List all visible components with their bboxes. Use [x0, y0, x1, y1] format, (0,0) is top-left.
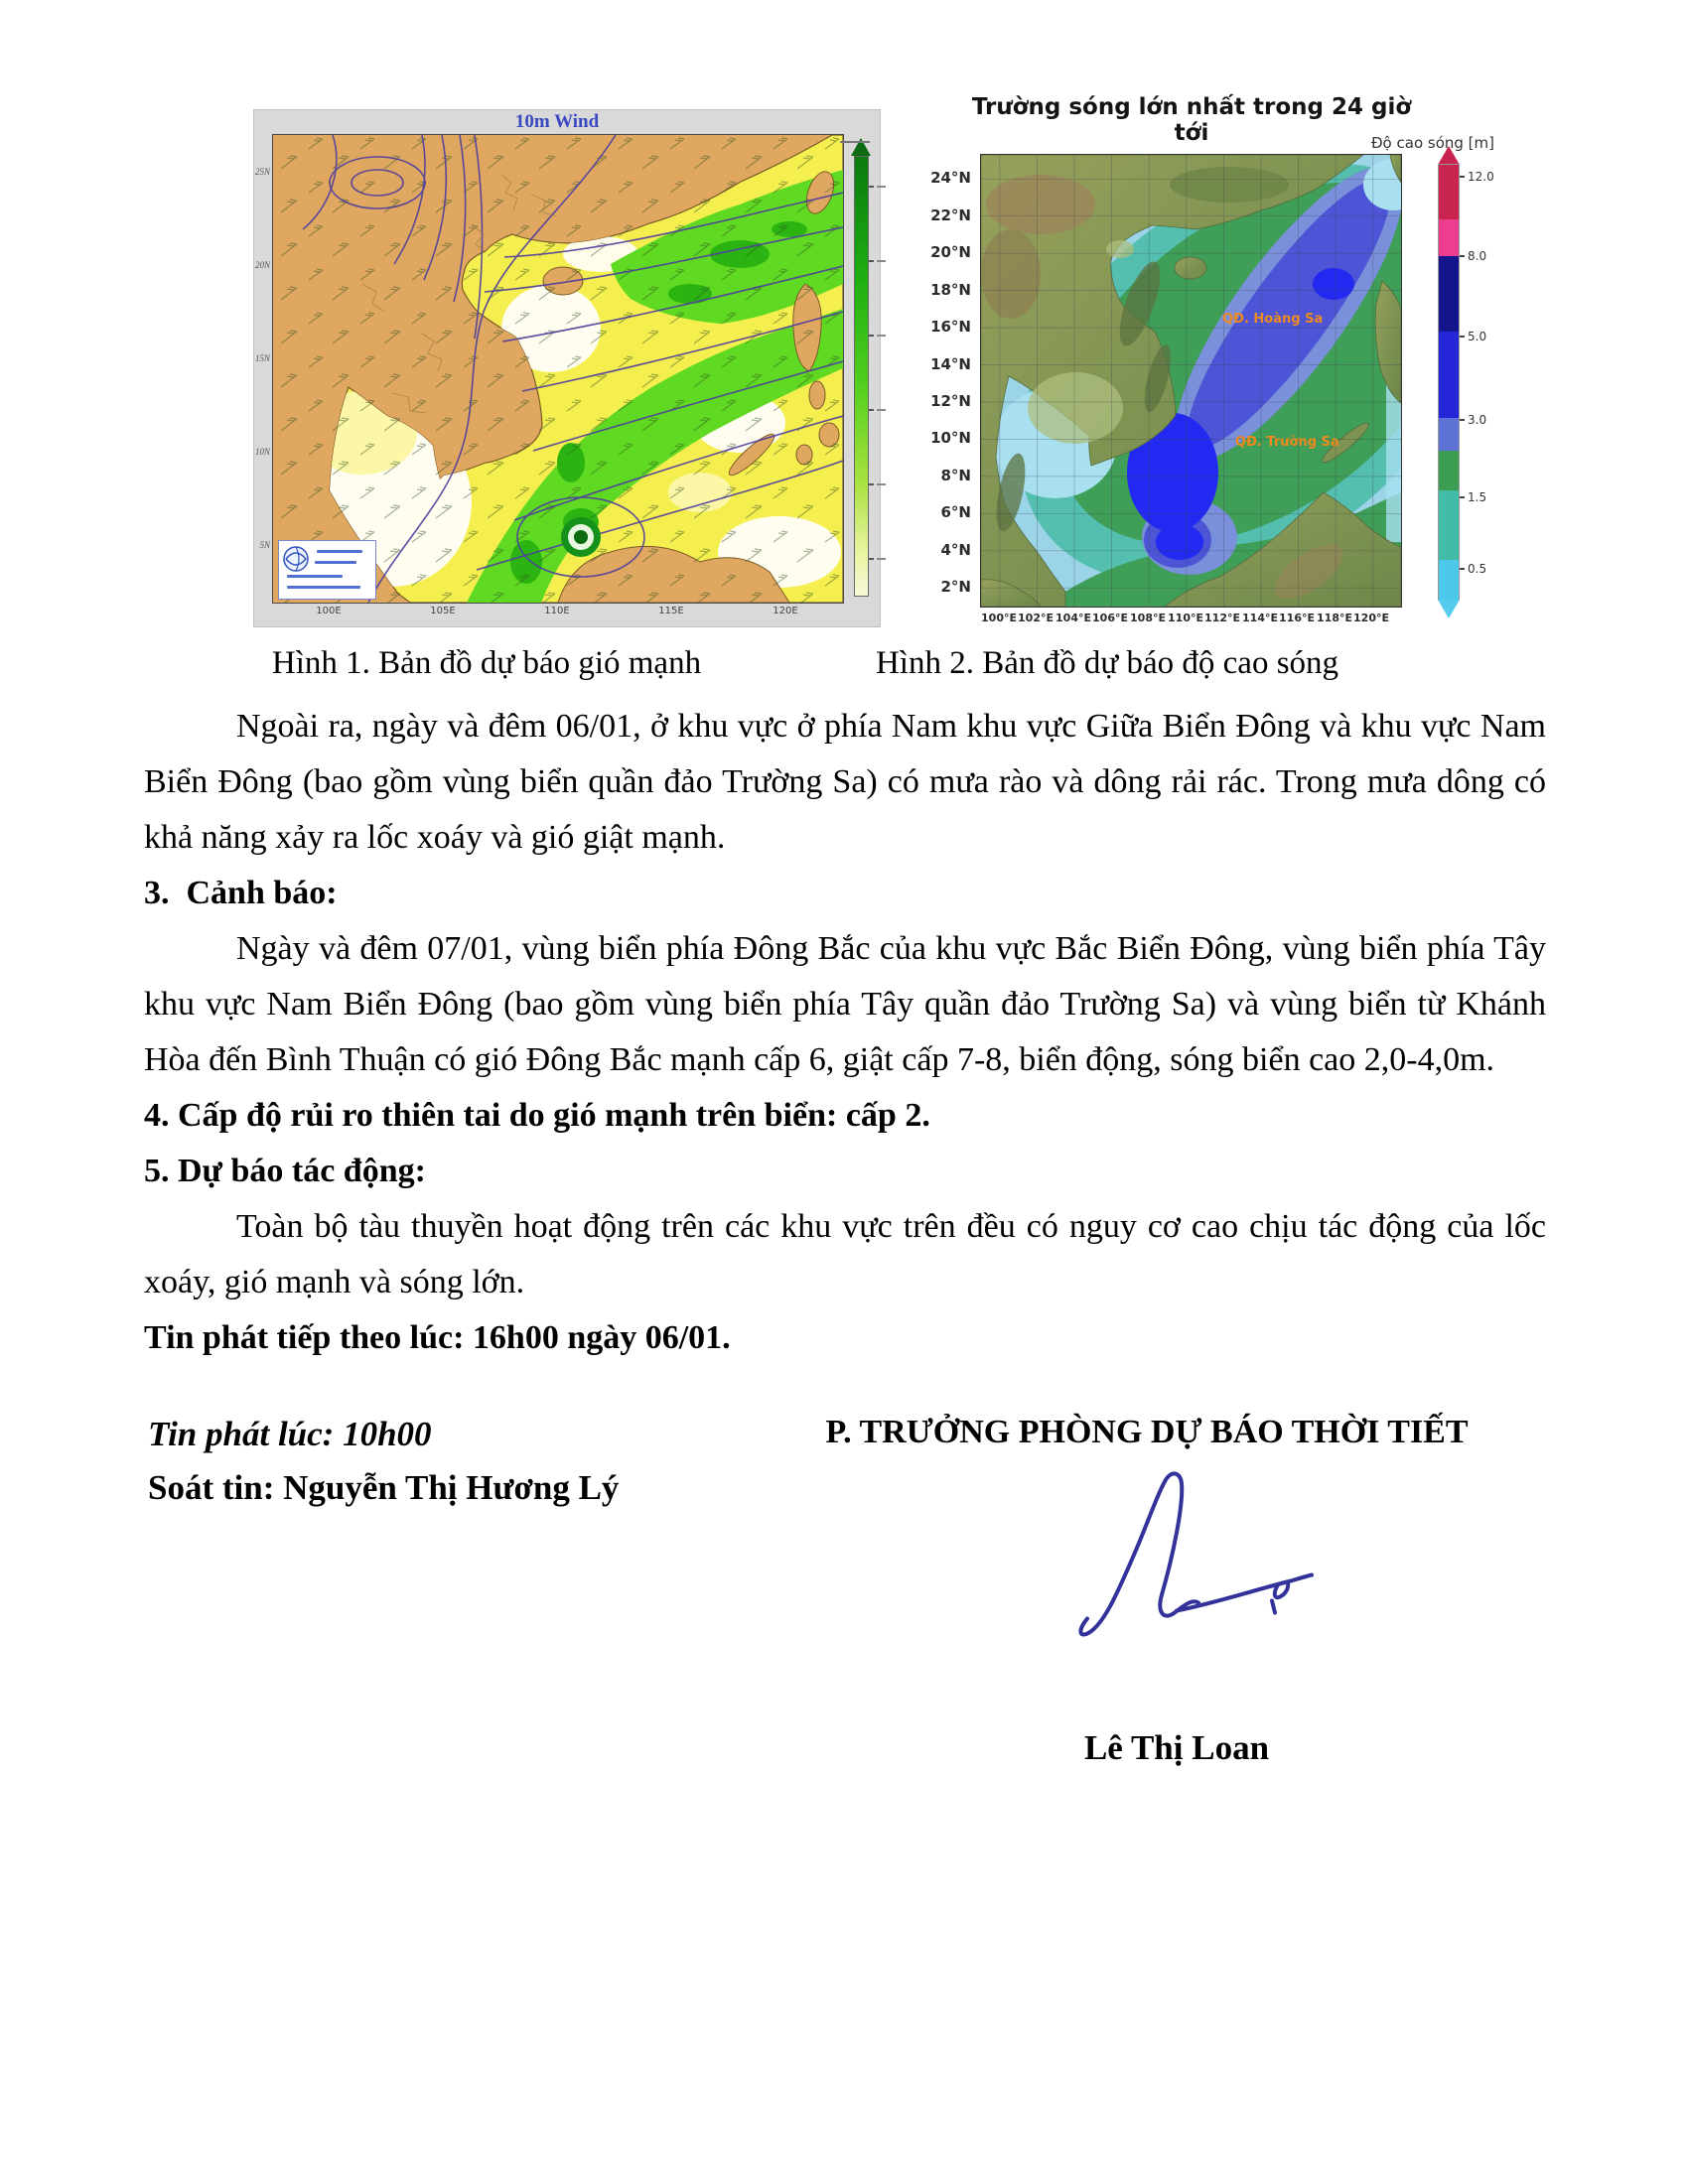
wind-colorbar-ticklabel-smudge: [877, 409, 886, 411]
fig2-lon-tick: 104°E: [1055, 612, 1091, 624]
fig2-lat-tick: 14°N: [930, 355, 971, 373]
heading-warning: 3. Cảnh báo:: [144, 875, 338, 911]
handwritten-signature: [1067, 1459, 1326, 1653]
wave-cb-tick: [1460, 496, 1465, 498]
wind-colorbar-tick: [869, 186, 874, 188]
fig1-ytick: 20N: [254, 260, 270, 270]
bulletin-body: [144, 699, 1546, 1366]
wind-colorbar-tick: [869, 409, 874, 411]
wave-cb-ticklabel: 5.0: [1468, 330, 1487, 343]
checked-by: Soát tin: Nguyễn Thị Hương Lý: [148, 1468, 620, 1507]
issued-time: Tin phát lúc: 10h00: [148, 1415, 432, 1453]
heading-impact-forecast: 5. Dự báo tác động:: [144, 1153, 426, 1189]
fig2-lat-tick: 18°N: [930, 281, 971, 299]
fig2-lat-tick: 10°N: [930, 429, 971, 447]
fig2-lat-tick: 4°N: [940, 541, 971, 559]
cb2-seg-blue: [1439, 332, 1459, 418]
wind-colorbar-ticklabel-smudge: [877, 335, 886, 337]
heading-risk-level: 4. Cấp độ rủi ro thiên tai do gió mạnh trên biển: cấp 2.: [144, 1097, 930, 1134]
wave-colorbar-arrow-up: [1438, 146, 1460, 165]
paragraph-additional-forecast: Ngoài ra, ngày và đêm 06/01, ở khu vực ở phía Nam khu vực Giữa Biển Đông và khu vực Nam Biển Đông (bao gồm vùng biển quần đảo Trường Sa) có mưa rào và dông rải rác. Trong mưa dông có khả năng xảy ra lốc xoáy và gió giật mạnh.: [144, 708, 1546, 856]
cb2-seg-crimson: [1439, 165, 1459, 219]
hoang-sa-label: QĐ. Hoàng Sa: [1222, 312, 1324, 327]
wave-map-image: [980, 154, 1402, 608]
wind-colorbar-ticklabel-smudge: [877, 186, 886, 188]
wave-cb-ticklabel: 8.0: [1468, 249, 1487, 263]
paragraph-impact: Toàn bộ tàu thuyền hoạt động trên các khu vực trên đều có nguy cơ cao chịu tác động của lốc xoáy, gió mạnh và sóng lớn.: [144, 1208, 1546, 1300]
cb2-seg-slate: [1439, 418, 1459, 451]
figure-captions: [0, 645, 1688, 695]
signoff-block: [144, 1380, 1546, 1797]
wave-map-title: Trường sóng lớn nhất trong 24 giờ tới: [971, 94, 1412, 146]
fig2-lat-tick: 8°N: [940, 467, 971, 484]
fig2-lat-tick: 2°N: [940, 578, 971, 596]
wave-cb-tick: [1460, 336, 1465, 338]
wave-colorbar-arrow-down: [1438, 600, 1460, 618]
fig2-lon-tick: 116°E: [1279, 612, 1315, 624]
wind-map-figure: [253, 109, 881, 627]
wind-colorbar-ticklabel-smudge: [877, 260, 886, 262]
fig1-ytick: 15N: [254, 353, 270, 363]
signer-name: Lê Thị Loan: [1083, 1728, 1270, 1767]
fig2-lon-tick: 108°E: [1130, 612, 1166, 624]
wave-cb-tick: [1460, 419, 1465, 421]
storm-icon: [561, 517, 601, 557]
fig1-xtick: 105E: [430, 606, 456, 616]
wind-colorbar-tick: [869, 558, 874, 560]
wind-colorbar-tick: [869, 335, 874, 337]
cb2-seg-sky: [1439, 560, 1459, 600]
wave-cb-ticklabel: 1.5: [1468, 490, 1487, 504]
wind-colorbar-ticklabel-smudge: [877, 558, 886, 560]
wind-colorbar: [854, 156, 869, 597]
fig2-lon-tick: 110°E: [1168, 612, 1203, 624]
wave-cb-tick: [1460, 255, 1465, 257]
fig1-xtick: 110E: [544, 606, 570, 616]
wave-cb-ticklabel: 0.5: [1468, 562, 1487, 576]
fig2-lon-tick: 106°E: [1092, 612, 1128, 624]
wave-cb-tick: [1460, 176, 1465, 178]
signer-title: P. TRƯỞNG PHÒNG DỰ BÁO THỜI TIẾT: [825, 1414, 1469, 1450]
paragraph-warning: Ngày và đêm 07/01, vùng biển phía Đông Bắc của khu vực Bắc Biển Đông, vùng biển phía Tây khu vực Nam Biển Đông (bao gồm vùng biển phía Tây quần đảo Trường Sa) và vùng biển từ Khánh Hòa đến Bình Thuận có gió Đông Bắc mạnh cấp 6, giật cấp 7-8, biển động, sóng biển cao 2,0-4,0m.: [144, 930, 1546, 1078]
fig1-ytick: 25N: [254, 167, 270, 177]
fig2-lat-tick: 22°N: [930, 206, 971, 224]
fig2-lat-tick: 12°N: [930, 392, 971, 410]
wind-colorbar-ticklabel-smudge: [877, 483, 886, 485]
fig2-lat-tick: 16°N: [930, 318, 971, 336]
wave-cb-ticklabel: 12.0: [1468, 170, 1494, 184]
cb2-seg-navy: [1439, 256, 1459, 332]
fig2-lat-tick: 6°N: [940, 503, 971, 521]
wind-map-title: 10m Wind: [514, 111, 600, 132]
figure2-caption: Hình 2. Bản đồ dự báo độ cao sóng: [875, 645, 1339, 681]
wave-colorbar: [1438, 164, 1460, 601]
fig2-lon-tick: 112°E: [1204, 612, 1240, 624]
forecast-logo-box: [278, 540, 376, 600]
wind-colorbar-tick: [869, 260, 874, 262]
truong-sa-label: QĐ. Trường Sa: [1235, 435, 1339, 450]
wind-colorbar-tick: [869, 483, 874, 485]
wind-map-image: [272, 134, 844, 604]
wave-colorbar-label: Độ cao sóng [m]: [1370, 134, 1494, 152]
cb2-seg-teal: [1439, 490, 1459, 560]
cb2-seg-green: [1439, 451, 1459, 490]
fig1-xtick: 120E: [773, 606, 798, 616]
fig2-lon-tick: 102°E: [1018, 612, 1054, 624]
wave-cb-ticklabel: 3.0: [1468, 413, 1487, 427]
wind-colorbar-caption-smudge: [840, 141, 870, 143]
fig2-lon-tick: 114°E: [1242, 612, 1278, 624]
fig2-lon-tick: 118°E: [1317, 612, 1352, 624]
fig2-lat-tick: 24°N: [930, 169, 971, 187]
wind-barbs: [273, 135, 843, 603]
wave-cb-tick: [1460, 568, 1465, 570]
globe-logo-icon: [279, 541, 375, 599]
fig1-ytick: 5N: [259, 540, 270, 550]
fig2-lon-tick: 120°E: [1353, 612, 1389, 624]
fig2-lat-tick: 20°N: [930, 243, 971, 261]
fig2-lon-tick: 100°E: [981, 612, 1017, 624]
fig1-xtick: 115E: [658, 606, 684, 616]
wave-map-figure: [923, 94, 1494, 640]
fig1-ytick: 10N: [254, 447, 270, 457]
next-bulletin-time: Tin phát tiếp theo lúc: 16h00 ngày 06/01.: [144, 1319, 731, 1356]
figure1-caption: Hình 1. Bản đồ dự báo gió mạnh: [271, 645, 702, 681]
cb2-seg-magenta: [1439, 219, 1459, 256]
fig1-xtick: 100E: [316, 606, 342, 616]
